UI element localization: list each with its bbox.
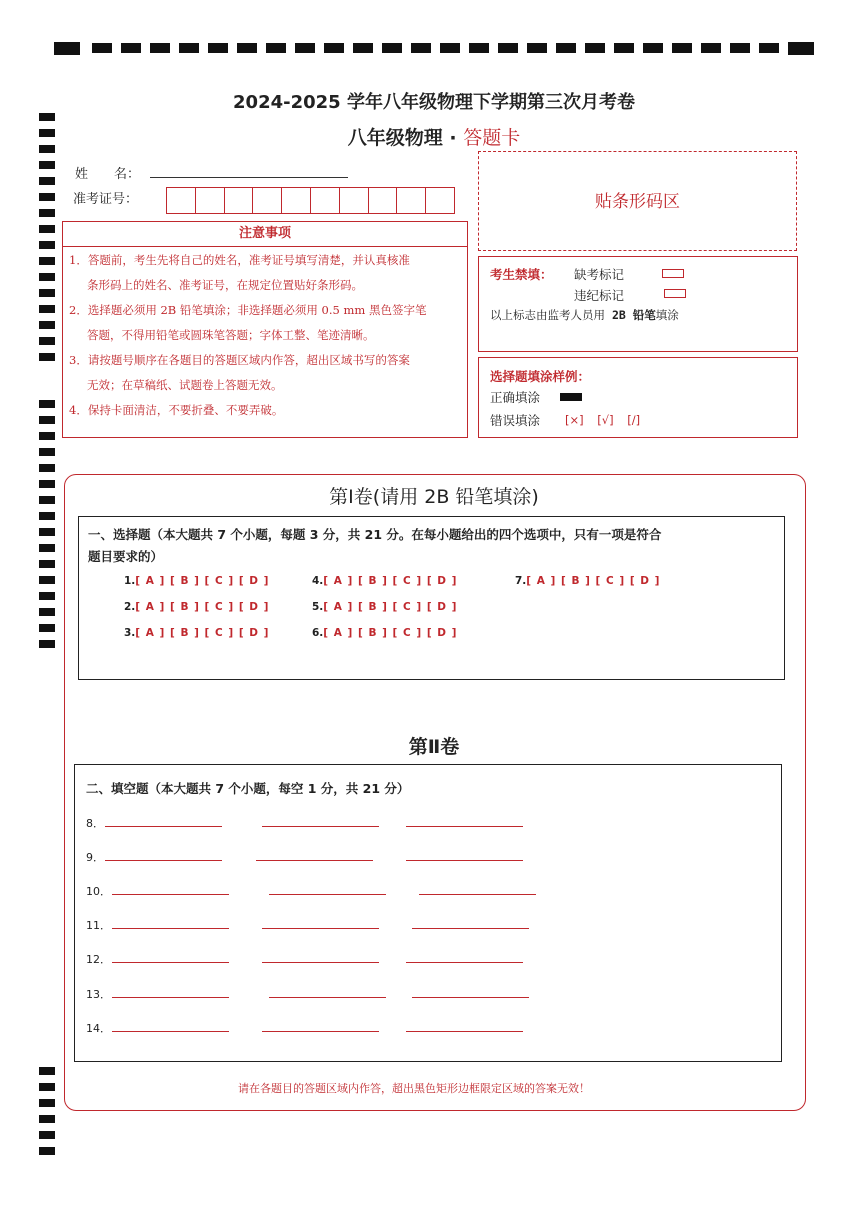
blank-row-9 (86, 849, 104, 865)
notice-title-box (62, 221, 468, 247)
prohibited-box (478, 256, 798, 352)
question-number: 7. (515, 575, 527, 587)
footer-note: 请在各题目的答题区域内作答，超出黑色矩形边框限定区域的答案无效！ (238, 1082, 590, 1095)
notice-title: 注意事项 (238, 226, 291, 241)
blank-line[interactable] (256, 860, 373, 861)
wrong-mark-check: [√] (597, 413, 614, 427)
question-number: 14． (86, 1022, 111, 1035)
exam-title: 2024-2025 学年八年级物理下学期第三次月考卷 (233, 92, 635, 113)
notice-item-4: 4．保持卡面清洁，不要折叠、不要弄破。 (69, 403, 284, 417)
question-number: 1. (124, 575, 136, 587)
absent-checkbox[interactable] (662, 269, 684, 278)
question-number: 11． (86, 919, 111, 932)
blank-line[interactable] (406, 1031, 523, 1032)
question-number: 13． (86, 988, 111, 1001)
notice-item-1-cont: 条形码上的姓名、准考证号，在规定位置贴好条形码。 (87, 278, 363, 292)
blank-line[interactable] (269, 997, 386, 998)
part2-heading: 第Ⅱ卷 (408, 736, 460, 758)
question-number: 4. (312, 575, 324, 587)
blank-line[interactable] (406, 860, 523, 861)
name-field[interactable] (150, 177, 348, 178)
blank-line[interactable] (269, 894, 386, 895)
choices[interactable]: [ A ] [ B ] [ C ] [ D ] (135, 575, 270, 587)
blank-line[interactable] (419, 894, 536, 895)
correct-fill-sample (560, 393, 582, 401)
blank-line[interactable] (112, 928, 229, 929)
blank-line[interactable] (262, 962, 379, 963)
choices[interactable]: [ A ] [ B ] [ C ] [ D ] (323, 575, 458, 587)
mcq-question-1[interactable] (124, 575, 269, 587)
blank-line[interactable] (262, 1031, 379, 1032)
sample-box (478, 357, 798, 438)
barcode-label: 贴条形码区 (595, 192, 680, 212)
blank-line[interactable] (262, 826, 379, 827)
question-number: 10． (86, 885, 111, 898)
prohibited-label: 考生禁填： (490, 267, 553, 282)
wrong-mark-x: [×] (565, 413, 584, 427)
part1-heading: 第Ⅰ卷(请用 2B 铅笔填涂) (329, 486, 539, 508)
prohibited-note-end: 填涂 (655, 308, 679, 322)
blank-line[interactable] (412, 928, 529, 929)
blank-row-12 (86, 951, 111, 967)
blank-line[interactable] (406, 826, 523, 827)
violation-label: 违纪标记 (574, 288, 625, 303)
blank-line[interactable] (262, 928, 379, 929)
violation-checkbox[interactable] (664, 289, 686, 298)
blank-line[interactable] (105, 860, 222, 861)
fill-blank-section-title: 二、填空题（本大题共 7 个小题，每空 1 分，共 21 分） (86, 781, 410, 796)
name-label: 姓 名： (75, 167, 141, 182)
mcq-section-title: 一、选择题（本大题共 7 个小题，每题 3 分，共 21 分。在每小题给出的四个选项中，只有一项是符合 (88, 527, 662, 542)
sample-title: 选择题填涂样例： (490, 369, 591, 384)
mcq-question-5[interactable] (312, 601, 457, 613)
blank-line[interactable] (105, 826, 222, 827)
notice-item-2-cont: 答题，不得用铅笔或圆珠笔答题；字体工整、笔迹清晰。 (87, 328, 375, 342)
blank-row-14 (86, 1020, 111, 1036)
id-box[interactable] (225, 187, 254, 214)
blank-line[interactable] (412, 997, 529, 998)
blank-row-11 (86, 917, 111, 933)
blank-line[interactable] (112, 894, 229, 895)
blank-line[interactable] (406, 962, 523, 963)
notice-item-3: 3．请按题号顺序在各题目的答题区域内作答，超出区域书写的答案 (69, 353, 410, 367)
prohibited-note-start: 以上标志由监考人员用 (490, 308, 605, 322)
card-subtitle (0, 123, 868, 150)
mcq-question-2[interactable] (124, 601, 269, 613)
id-number-boxes[interactable] (166, 187, 455, 214)
choices[interactable]: [ A ] [ B ] [ C ] [ D ] (135, 601, 270, 613)
choices[interactable]: [ A ] [ B ] [ C ] [ D ] (526, 575, 661, 587)
question-number: 3. (124, 627, 136, 639)
blank-row-13 (86, 986, 111, 1002)
fill-blank-section-box (74, 764, 782, 1062)
question-number: 9． (86, 851, 104, 864)
choices[interactable]: [ A ] [ B ] [ C ] [ D ] (323, 627, 458, 639)
notice-item-1: 1．答题前，考生先将自己的姓名，准考证号填写清楚，并认真核准 (69, 253, 410, 267)
mcq-section-title-cont: 题目要求的） (88, 549, 164, 564)
correct-fill-label: 正确填涂 (490, 390, 541, 405)
id-box[interactable] (397, 187, 426, 214)
choices[interactable]: [ A ] [ B ] [ C ] [ D ] (135, 627, 270, 639)
wrong-fill-marks (565, 413, 640, 427)
blank-line[interactable] (112, 1031, 229, 1032)
notice-item-2: 2．选择题必须用 2B 铅笔填涂；非选择题必须用 0.5 mm 黑色签字笔 (69, 303, 427, 317)
choices[interactable]: [ A ] [ B ] [ C ] [ D ] (323, 601, 458, 613)
barcode-area[interactable] (478, 151, 797, 251)
mcq-question-7[interactable] (515, 575, 660, 587)
blank-row-10 (86, 883, 111, 899)
mcq-section-box (78, 516, 785, 680)
id-box[interactable] (311, 187, 340, 214)
subtitle-accent: 答题卡 (463, 127, 521, 149)
prohibited-note-bold: 2B 铅笔 (611, 308, 656, 322)
question-number: 2. (124, 601, 136, 613)
id-box[interactable] (166, 187, 196, 214)
wrong-fill-label: 错误填涂 (490, 413, 541, 428)
notice-box (62, 246, 468, 438)
mcq-question-3[interactable] (124, 627, 269, 639)
question-number: 12． (86, 953, 111, 966)
subtitle-main: 八年级物理 · (347, 127, 464, 149)
prohibited-note (490, 307, 679, 323)
blank-line[interactable] (112, 997, 229, 998)
id-label: 准考证号： (73, 192, 139, 207)
question-number: 8． (86, 817, 104, 830)
mcq-question-6[interactable] (312, 627, 457, 639)
id-box[interactable] (426, 187, 455, 214)
notice-item-3-cont: 无效；在草稿纸、试题卷上答题无效。 (87, 378, 283, 392)
id-box[interactable] (282, 187, 311, 214)
absent-label: 缺考标记 (574, 267, 625, 282)
blank-row-8 (86, 815, 104, 831)
id-box[interactable] (196, 187, 225, 214)
question-number: 5. (312, 601, 324, 613)
blank-line[interactable] (112, 962, 229, 963)
question-number: 6. (312, 627, 324, 639)
wrong-mark-slash: [/] (627, 413, 641, 427)
id-box[interactable] (369, 187, 398, 214)
id-box[interactable] (253, 187, 282, 214)
mcq-question-4[interactable] (312, 575, 457, 587)
id-box[interactable] (340, 187, 369, 214)
